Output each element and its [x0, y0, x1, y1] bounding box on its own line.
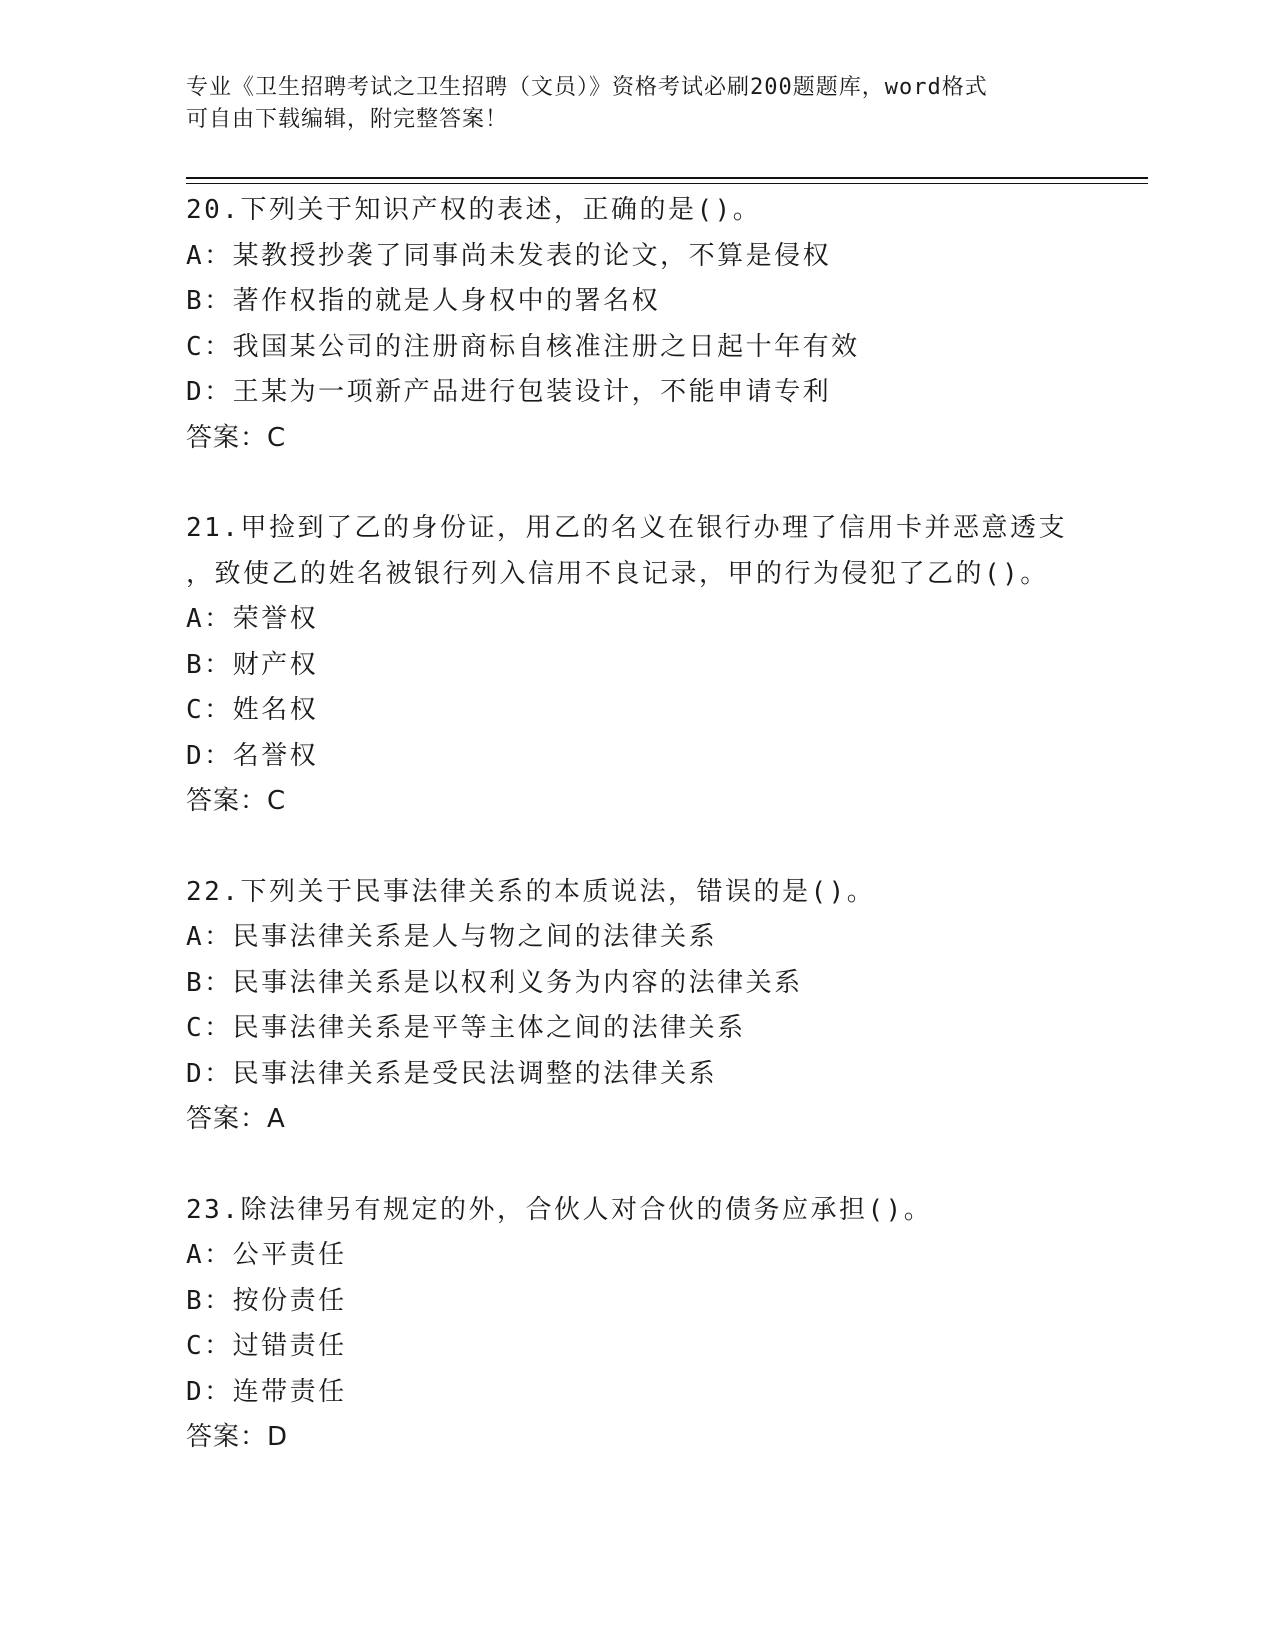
header-line-2: 可自由下载编辑，附完整答案！: [186, 107, 509, 132]
option-b: B：著作权指的就是人身权中的署名权: [186, 286, 661, 316]
option-d: D：王某为一项新产品进行包装设计，不能申请专利: [186, 377, 832, 407]
option-c: C：过错责任: [186, 1331, 347, 1361]
question-stem-continued: ，致使乙的姓名被银行列入信用不良记录，甲的行为侵犯了乙的()。: [186, 558, 1049, 589]
answer-label: 答案：C: [186, 422, 287, 453]
option-b: B：财产权: [186, 649, 319, 680]
question-list: [186, 188, 1086, 1506]
question-stem: 20.下列关于知识产权的表述，正确的是()。: [186, 195, 762, 225]
header-divider-thin: [186, 183, 1148, 184]
question-stem: 23.除法律另有规定的外，合伙人对合伙的债务应承担()。: [186, 1194, 933, 1225]
question-stem: 21.甲捡到了乙的身份证，用乙的名义在银行办理了信用卡并恶意透支: [186, 513, 1067, 543]
option-c: C：我国某公司的注册商标自核准注册之日起十年有效: [186, 331, 860, 362]
question-22: [186, 870, 1086, 1143]
option-d: D：连带责任: [186, 1376, 347, 1407]
answer-label: 答案：D: [186, 1422, 289, 1452]
answer-label: 答案：C: [186, 786, 287, 816]
option-a: A：荣誉权: [186, 604, 319, 634]
question-23: [186, 1188, 1086, 1461]
option-d: D：名誉权: [186, 740, 319, 771]
option-a: A：公平责任: [186, 1240, 347, 1270]
question-21: [186, 506, 1086, 825]
option-b: B：按份责任: [186, 1285, 347, 1316]
header-divider-thick: [186, 177, 1148, 179]
question-stem: 22.下列关于民事法律关系的本质说法，错误的是()。: [186, 876, 876, 907]
option-c: C：民事法律关系是平等主体之间的法律关系: [186, 1013, 746, 1043]
header-line-1: 专业《卫生招聘考试之卫生招聘（文员）》资格考试必刷200题题库，word格式: [186, 75, 988, 100]
option-c: C：姓名权: [186, 695, 319, 725]
option-d: D：民事法律关系是受民法调整的法律关系: [186, 1058, 718, 1089]
question-20: [186, 188, 1086, 461]
option-a: A：某教授抄袭了同事尚未发表的论文，不算是侵权: [186, 240, 832, 271]
option-a: A：民事法律关系是人与物之间的法律关系: [186, 922, 718, 952]
answer-label: 答案：A: [186, 1104, 286, 1134]
option-b: B：民事法律关系是以权利义务为内容的法律关系: [186, 967, 803, 998]
document-header: [186, 72, 1086, 136]
